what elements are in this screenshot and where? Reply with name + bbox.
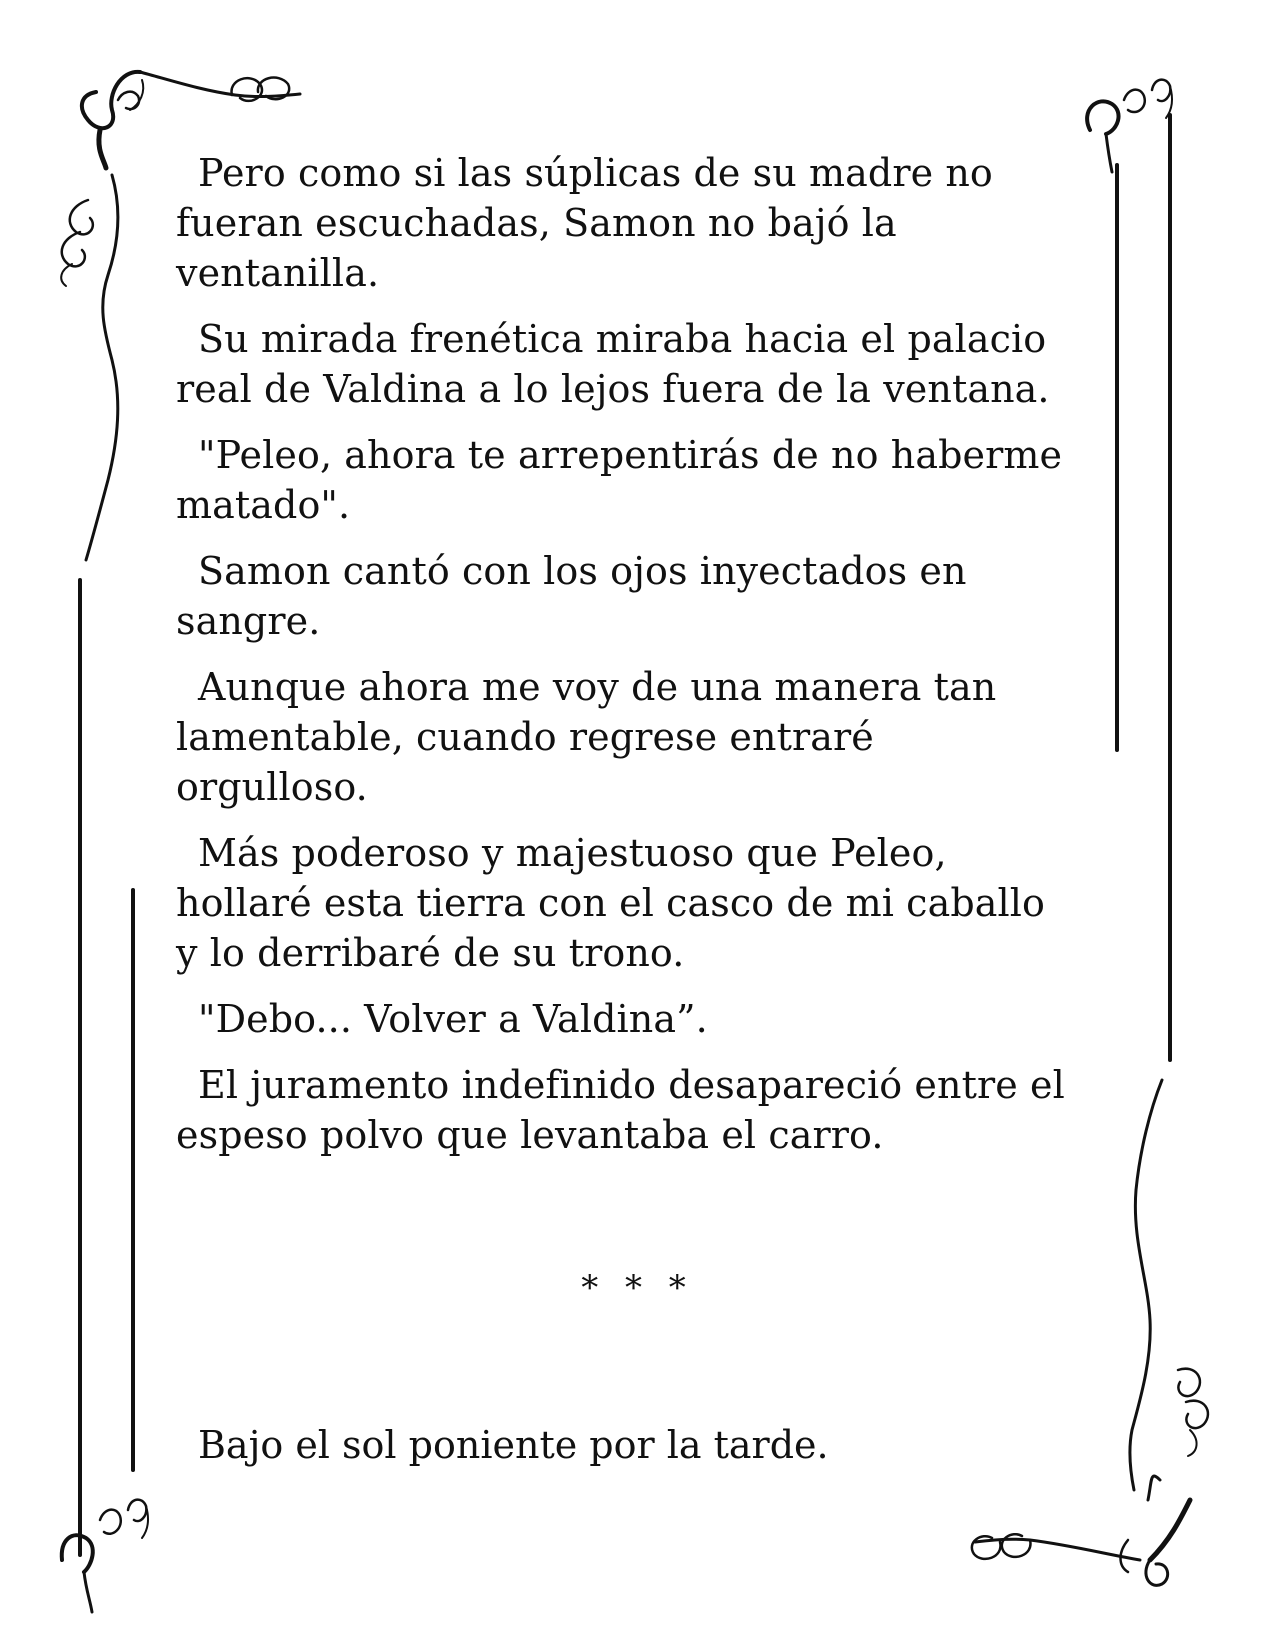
paragraph: Samon cantó con los ojos inyectados en sangre. — [176, 549, 967, 643]
final-paragraph: Bajo el sol poniente por la tarde. — [198, 1423, 829, 1467]
paragraph: Pero como si las súplicas de su madre no fueran escuchadas, Samon no bajó la ventanilla. — [176, 151, 993, 295]
story-text — [176, 148, 1076, 1176]
paragraph: Aunque ahora me voy de una manera tan lamentable, cuando regrese entraré orgulloso. — [176, 665, 997, 809]
paragraph: El juramento indefinido desapareció entre el espeso polvo que levantaba el carro. — [176, 1063, 1065, 1157]
bottom-left-flourish — [62, 1500, 148, 1612]
paragraph: Su mirada frenética miraba hacia el palacio real de Valdina a lo lejos fuera de la ventana. — [176, 317, 1050, 411]
paragraph: "Debo... Volver a Valdina”. — [198, 997, 708, 1041]
paragraph: "Peleo, ahora te arrepentirás de no haberme matado". — [176, 433, 1063, 527]
top-right-flourish — [1087, 80, 1172, 172]
scene-separator: * * * — [581, 1268, 694, 1308]
paragraph: Más poderoso y majestuoso que Peleo, hollaré esta tierra con el casco de mi caballo y lo derribaré de su trono. — [176, 831, 1045, 975]
